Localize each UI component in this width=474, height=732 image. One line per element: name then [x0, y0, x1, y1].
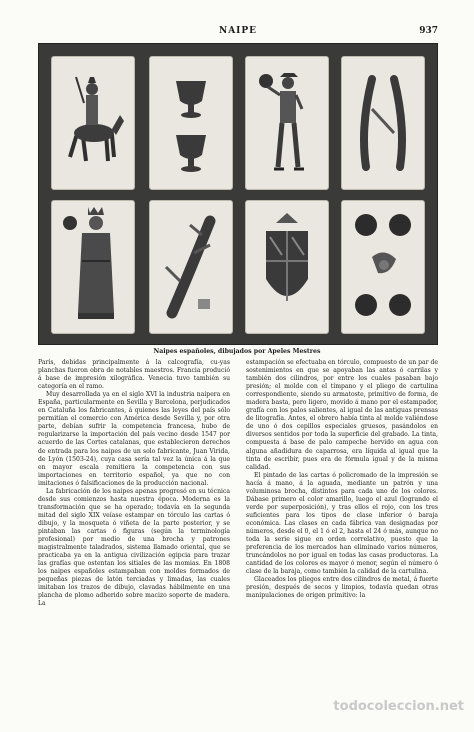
- card-dos-bastos: [341, 56, 425, 190]
- card-as-bastos: [149, 200, 233, 334]
- clubs-icon: [342, 57, 424, 189]
- page-header: [38, 26, 438, 38]
- card-dos-copas: [149, 56, 233, 190]
- paragraph: El pintado de las cartas ó policromado de la impresión se hacía á mano, á la aguada, mediante un patrón y una voluminosa brocha, distintos para cada uno de los colores. Dábase primero el color amarillo, luego el azul (logrando el verde por superposición), y tras ellos el rojo, con los tres suficientes para los tipos de clase inferior ó baraja económica. Las clases en cada fábrica van designadas por números, desde el 0, el 1 ó el 2, hasta el 24 ó más, aunque no toda la serie sigue en orden correlativo, puesto que la preferencia de los mercados han eliminado varios números, truncándolos no por igual en todas las casas productoras. La cantidad de los colores es mayor ó menor, según el número ó clase de la baraja, como también la calidad de la cartulina.: [246, 471, 438, 576]
- card-escudo-dorso: [245, 200, 329, 334]
- page-figure-icon: [246, 57, 328, 189]
- paragraph: Glaceados los pliegos entre dos cilindros de metal, á fuerte presión, después de secos y limpios, todavía quedan otras manipulaciones de origen primitivo: la: [246, 576, 438, 600]
- text-column-left: [38, 359, 230, 608]
- club-icon: [150, 201, 232, 333]
- playing-cards-illustration: [38, 43, 438, 345]
- card-rey-oros: [51, 200, 135, 334]
- cups-icon: [150, 57, 232, 189]
- paragraph: estampación se efectuaba en tórculo, compuesto de un par de sostenimientos en que se apoyaban las antas ó carrilas y también dos cilindros, por entre los cuales pasaban bajo presión; el molde con el tímpano y el pliego de cartulina correspondiente, siendo su armatoste, primitivo de forma, de madera basta, pero ligero, movido á mano por el estampador, grafía con los palos salientes, al igual de las antiguas prensas de litografía. Antes, el obrero había tinta al molde valiéndose de uno ó dos cepillos especiales gruesos, pasándolos en diversos sentidos por toda la superficie del grabado. La tinta, compuesta á base de palo campeche hervido en agua con alguna añadidura de caparrosa, era líquida al igual que la tinta de escribir, pues era de fórmula igual y de la misma calidad.: [246, 359, 438, 471]
- horse-rider-icon: [52, 57, 134, 189]
- watermark: todocoleccion.net: [333, 699, 464, 714]
- card-cuatro-oros: [341, 200, 425, 334]
- paragraph: La fabricación de los naipes apenas progresó en su técnica desde sus comienzos hasta nuestra época. Moderna es la transformación que se ha operado; todavía en la segunda mitad del siglo XIX veíase estampar en tórculo las cartas ó dibujo, y la mosqueta ó viñeta de la parte posterior, y se pintaban las cartas ó figuras (según la terminología profesional) por medio de una brocha y patrones magistralmente taladrados, sistema llamado oriental, que se practicaba ya en la antigua civilización egipcia para trazar las grafías que ostentan los sitiales de las momias. En 1808 los naipes españoles estampaban con moldes formados de pequeñas piezas de latón terciadas y limadas, las cuales imitaban los trazos de dibujo, clavadas hábilmente en una plancha de plomo adherido sobre macizo soporte de madera. La: [38, 487, 230, 608]
- king-figure-icon: [52, 201, 134, 333]
- page-title: NAIPE: [218, 26, 258, 36]
- figure-caption: Naipes españoles, dibujados por Apeles Mestres: [153, 348, 321, 355]
- coat-of-arms-icon: [246, 201, 328, 333]
- card-caballo-espadas: [51, 56, 135, 190]
- card-sota-oros: [245, 56, 329, 190]
- paragraph: Muy desarrollada ya en el siglo XVI la industria naipera en España, particularmente en Sevilla y Barcelona, perjudicados en Cataluña los fabricantes, á quienes las leyes del país sólo permitían el comercio con América desde Sevilla y, por otra parte, debían sufrir la competencia francesa, hubo de regularizarse la importación del país vecino desde 1547 por acuerdo de las Cortes catalanas, que establecieron derechos de entrada para los naipes de un solo fabricante, Juan Virida, de Lyón (1503-24), cuya casa sería tal vez la única á la que en mayor escala remitiera la competencia con sus importaciones en territorio español, ya que no con imitaciones ó falsificaciones de la producción nacional.: [38, 391, 230, 487]
- page-number: 937: [419, 26, 438, 36]
- text-column-right: [246, 359, 438, 600]
- coins-icon: [342, 201, 424, 333]
- paragraph: París, debidas principalmente á la calcografía, cu-yas planchas fueron obra de notables maestros. Francia produció á base de impresión xilográfica. Venecia tuvo también su categoría en el ramo.: [38, 359, 230, 391]
